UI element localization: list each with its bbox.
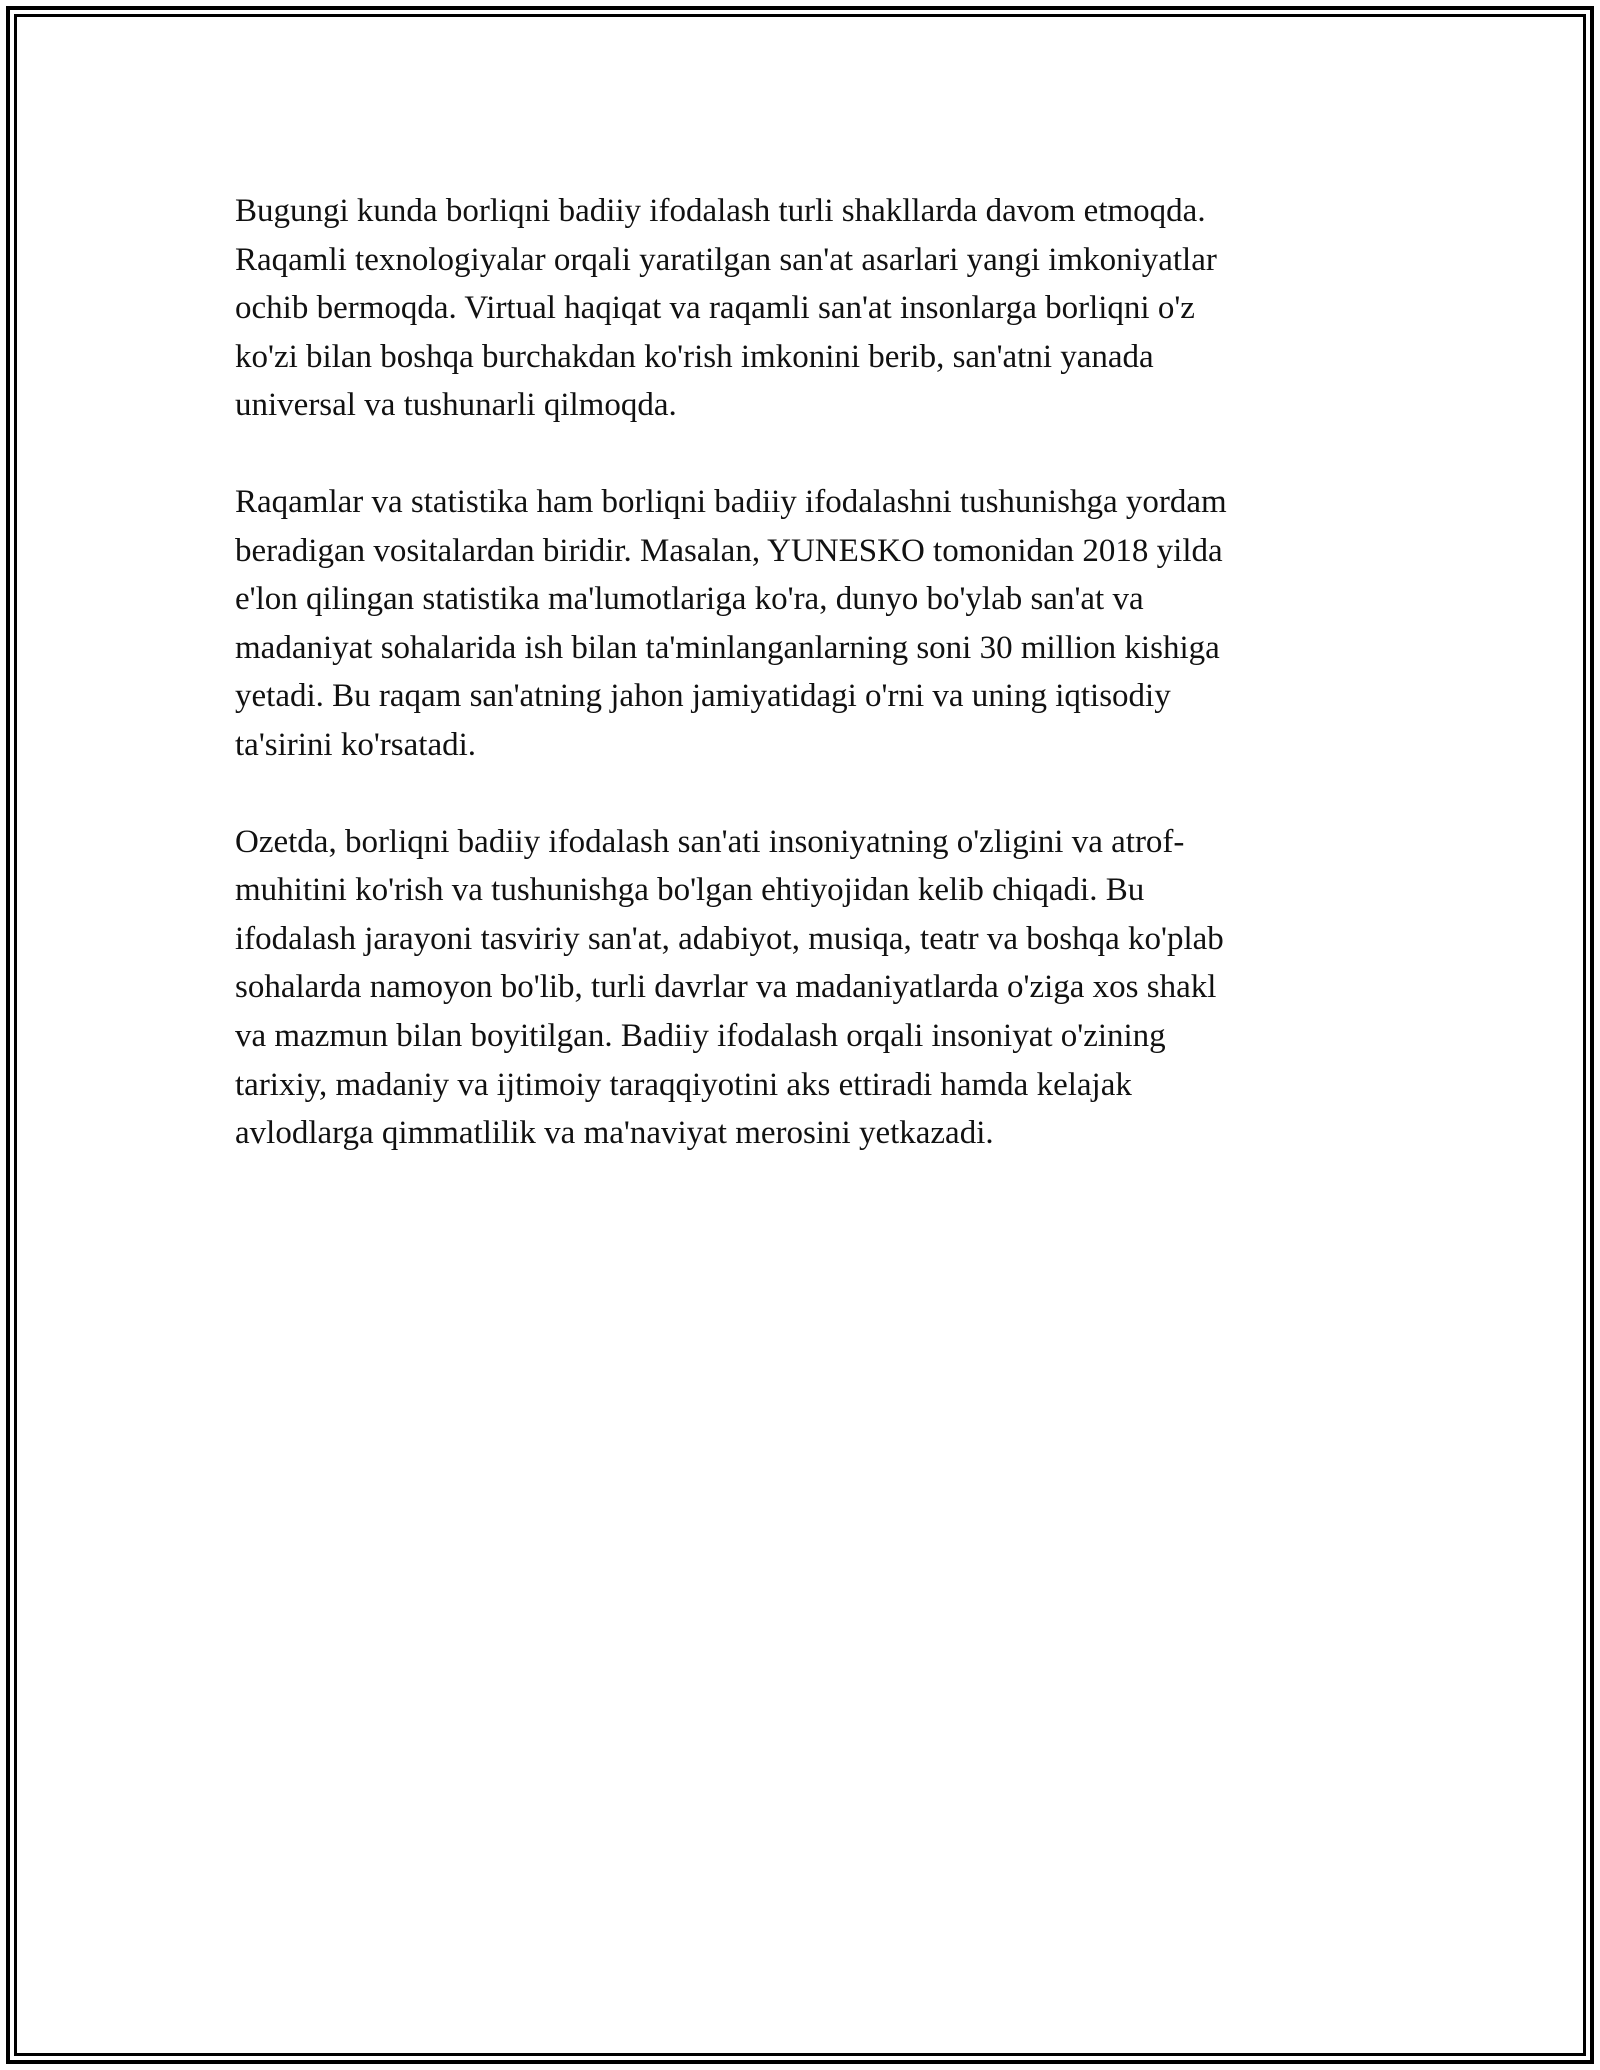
document-body bbox=[235, 187, 1365, 1206]
paragraph-line: Ozetda, borliqni badiiy ifodalash san'ati insoniyatning o'zligini va atrof- bbox=[235, 823, 1185, 860]
paragraph-line: muhitini ko'rish va tushunishga bo'lgan ehtiyojidan kelib chiqadi. Bu bbox=[235, 872, 1145, 909]
paragraph-line: beradigan vositalardan biridir. Masalan, YUNESKO tomonidan 2018 yilda bbox=[235, 532, 1223, 569]
paragraph-1 bbox=[235, 187, 1365, 430]
paragraph-line: va mazmun bilan boyitilgan. Badiiy ifodalash orqali insoniyat o'zining bbox=[235, 1017, 1166, 1054]
paragraph-line: ta'sirini ko'rsatadi. bbox=[235, 726, 477, 763]
paragraph-line: Raqamli texnologiyalar orqali yaratilgan san'at asarlari yangi imkoniyatlar bbox=[235, 241, 1217, 278]
paragraph-line: sohalarda namoyon bo'lib, turli davrlar va madaniyatlarda o'ziga xos shakl bbox=[235, 969, 1217, 1006]
paragraph-line: universal va tushunarli qilmoqda. bbox=[235, 387, 677, 424]
paragraph-line: ifodalash jarayoni tasviriy san'at, adabiyot, musiqa, teatr va boshqa ko'plab bbox=[235, 920, 1224, 957]
paragraph-line: avlodlarga qimmatlilik va ma'naviyat merosini yetkazadi. bbox=[235, 1115, 994, 1152]
paragraph-line: e'lon qilingan statistika ma'lumotlariga ko'ra, dunyo bo'ylab san'at va bbox=[235, 581, 1144, 618]
paragraph-line: Bugungi kunda borliqni badiiy ifodalash turli shakllarda davom etmoqda. bbox=[235, 193, 1206, 229]
paragraph-3 bbox=[235, 818, 1365, 1158]
paragraph-line: ko'zi bilan boshqa burchakdan ko'rish imkonini berib, san'atni yanada bbox=[235, 338, 1154, 375]
paragraph-line: tarixiy, madaniy va ijtimoiy taraqqiyotini aks ettiradi hamda kelajak bbox=[235, 1066, 1132, 1103]
paragraph-2 bbox=[235, 478, 1365, 770]
paragraph-line: yetadi. Bu raqam san'atning jahon jamiyatidagi o'rni va uning iqtisodiy bbox=[235, 678, 1171, 715]
paragraph-line: Raqamlar va statistika ham borliqni badiiy ifodalashni tushunishga yordam bbox=[235, 483, 1227, 520]
paragraph-line: ochib bermoqda. Virtual haqiqat va raqamli san'at insonlarga borliqni o'z bbox=[235, 290, 1195, 327]
paragraph-line: madaniyat sohalarida ish bilan ta'minlanganlarning soni 30 million kishiga bbox=[235, 629, 1220, 666]
